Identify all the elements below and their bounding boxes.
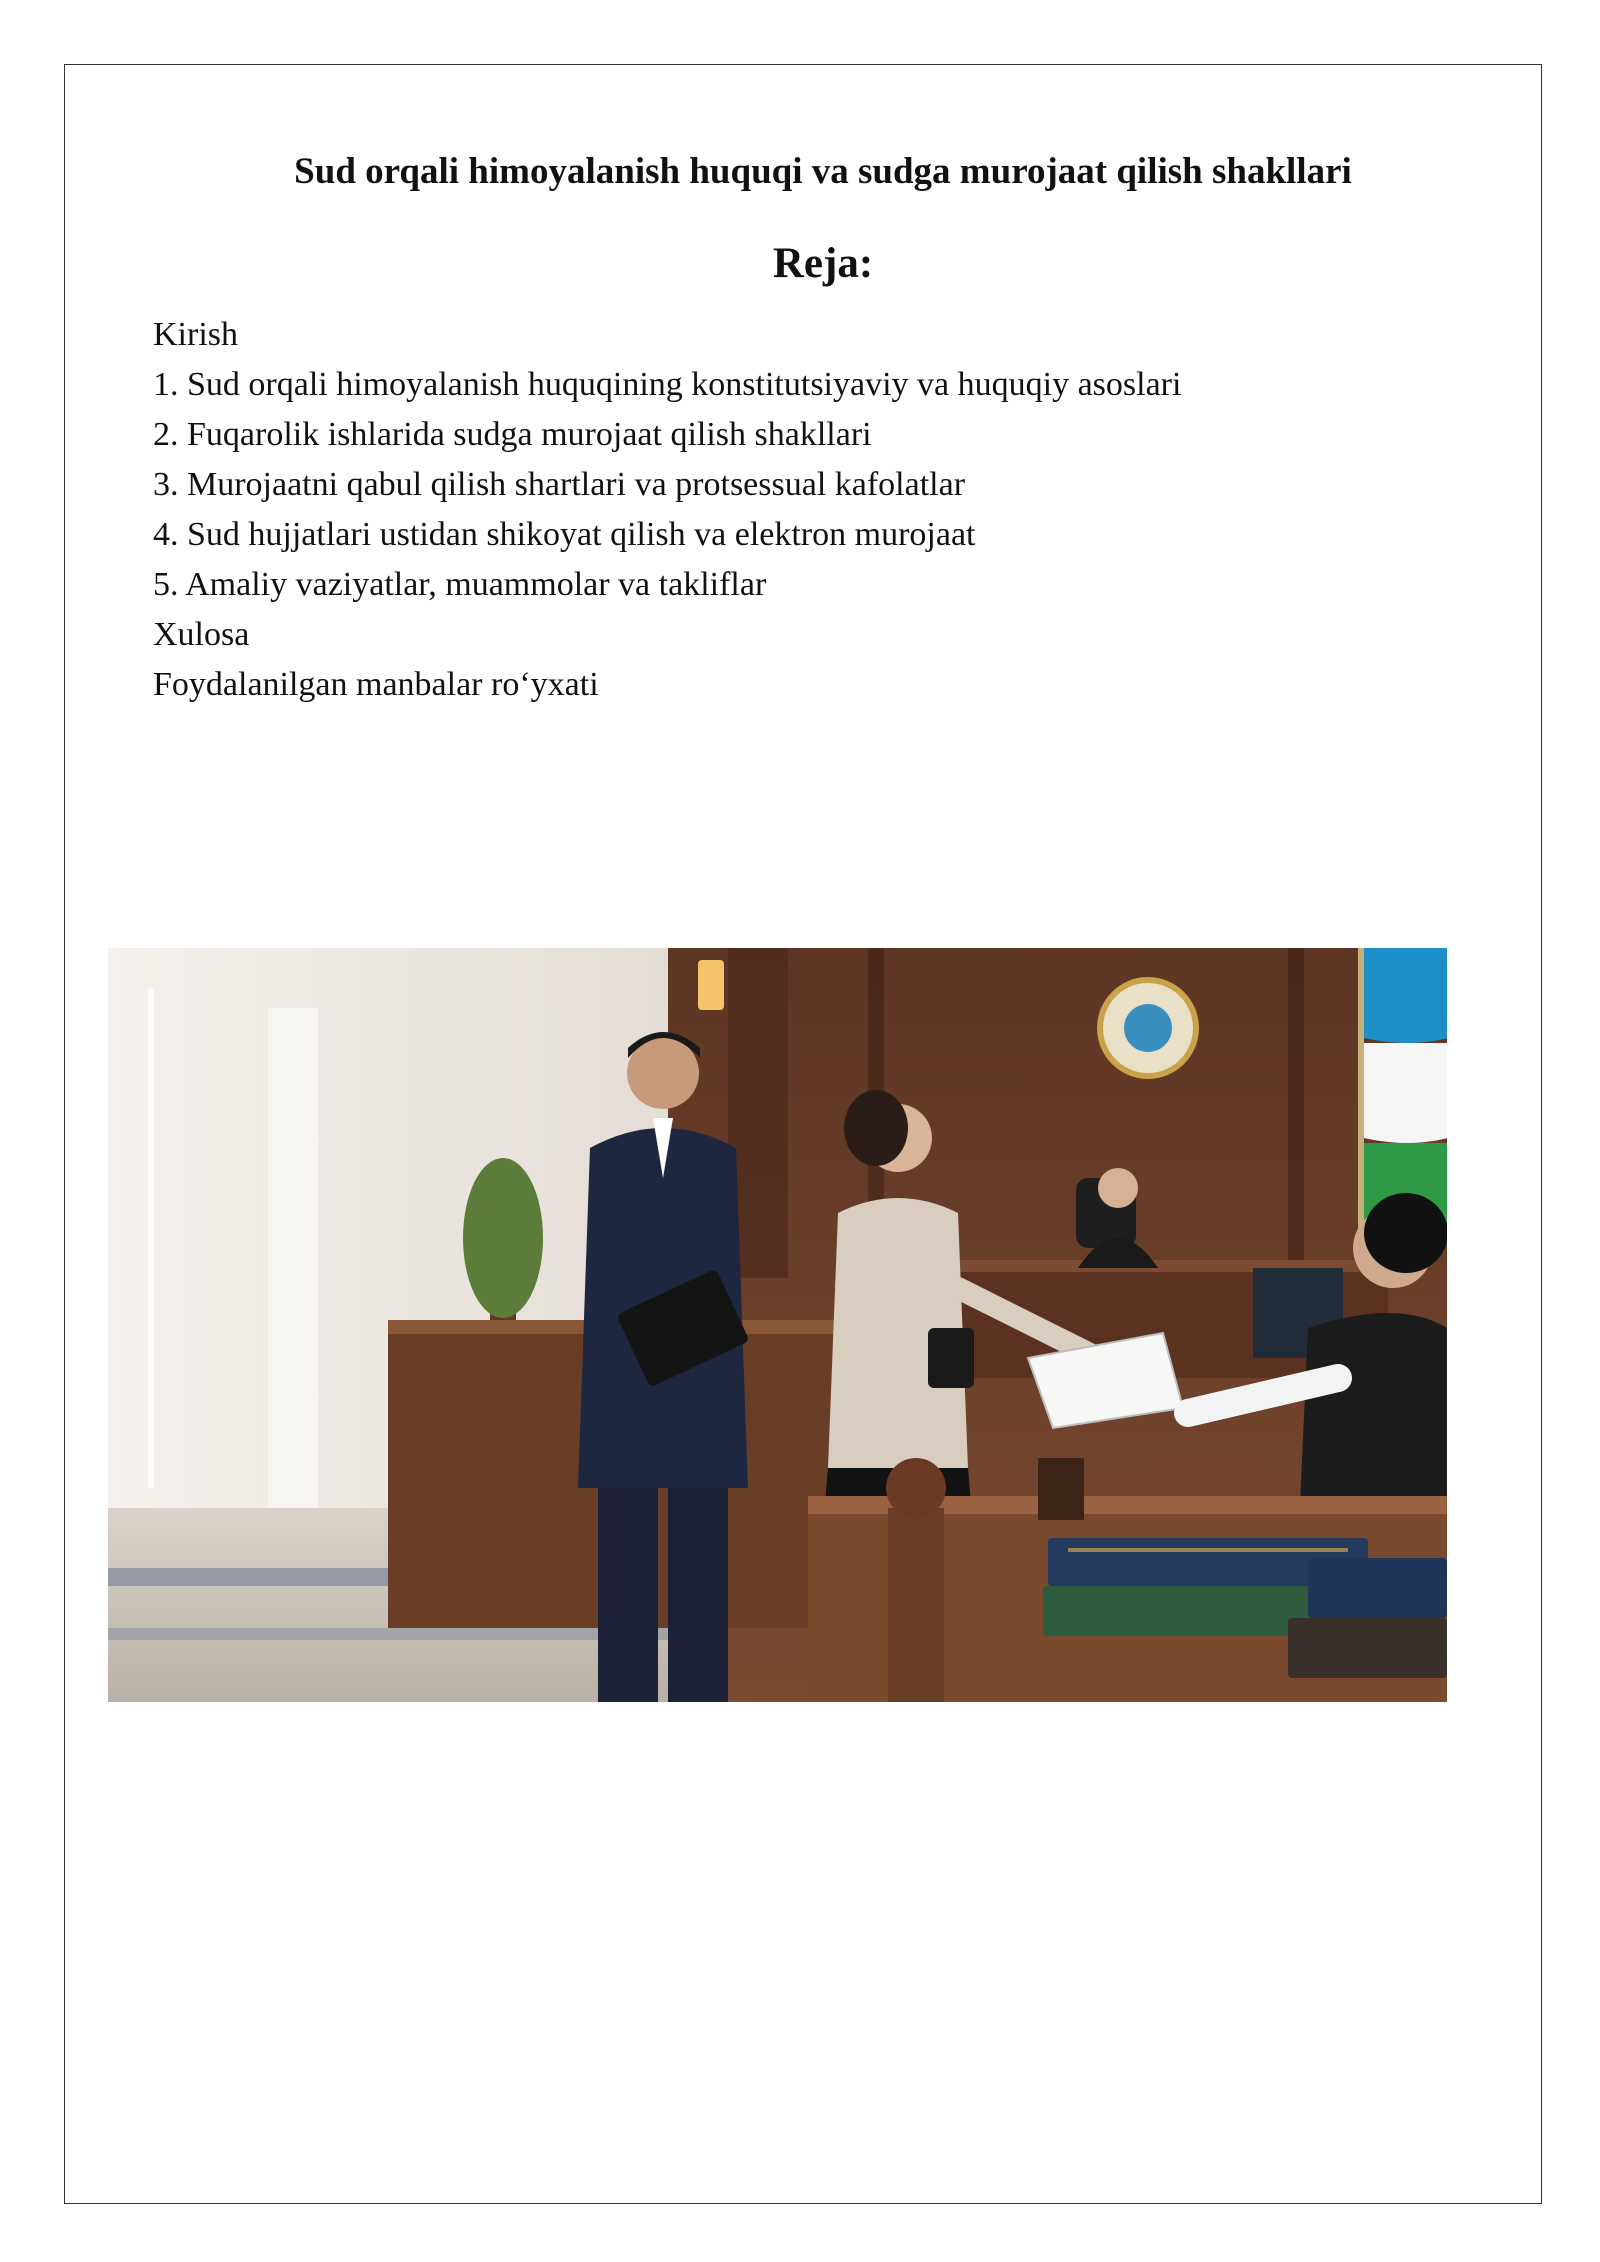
courtroom-scene-svg <box>108 948 1447 1702</box>
plan-heading: Reja: <box>772 240 874 287</box>
judge <box>1098 1168 1138 1208</box>
plan-item-2: 2. Fuqarolik ishlarida sudga murojaat qilish shakllari <box>153 416 872 453</box>
courtroom-illustration <box>108 948 1447 1702</box>
plan-item-references: Foydalanilgan manbalar ro‘yxati <box>153 666 599 703</box>
flag <box>1364 948 1447 1043</box>
plan-item-3: 3. Murojaatni qabul qilish shartlari va protsessual kafolatlar <box>153 466 966 503</box>
pen-holder <box>1038 1458 1084 1520</box>
plan-item-5: 5. Amaliy vaziyatlar, muammolar va takliflar <box>153 566 767 603</box>
plan-item-4: 4. Sud hujjatlari ustidan shikoyat qilish va elektron murojaat <box>153 516 976 553</box>
wall-lamp <box>698 960 724 1010</box>
document-title: Sud orqali himoyalanish huquqi va sudga murojaat qilish shakllari <box>294 151 1352 192</box>
plan-item-intro: Kirish <box>153 316 238 353</box>
plan-item-conclusion: Xulosa <box>153 616 250 653</box>
plant <box>463 1158 543 1318</box>
plan-list <box>153 310 1181 710</box>
newel-post <box>886 1458 946 1518</box>
plan-item-1: 1. Sud orqali himoyalanish huquqining konstitutsiyaviy va huquqiy asoslari <box>153 366 1182 403</box>
